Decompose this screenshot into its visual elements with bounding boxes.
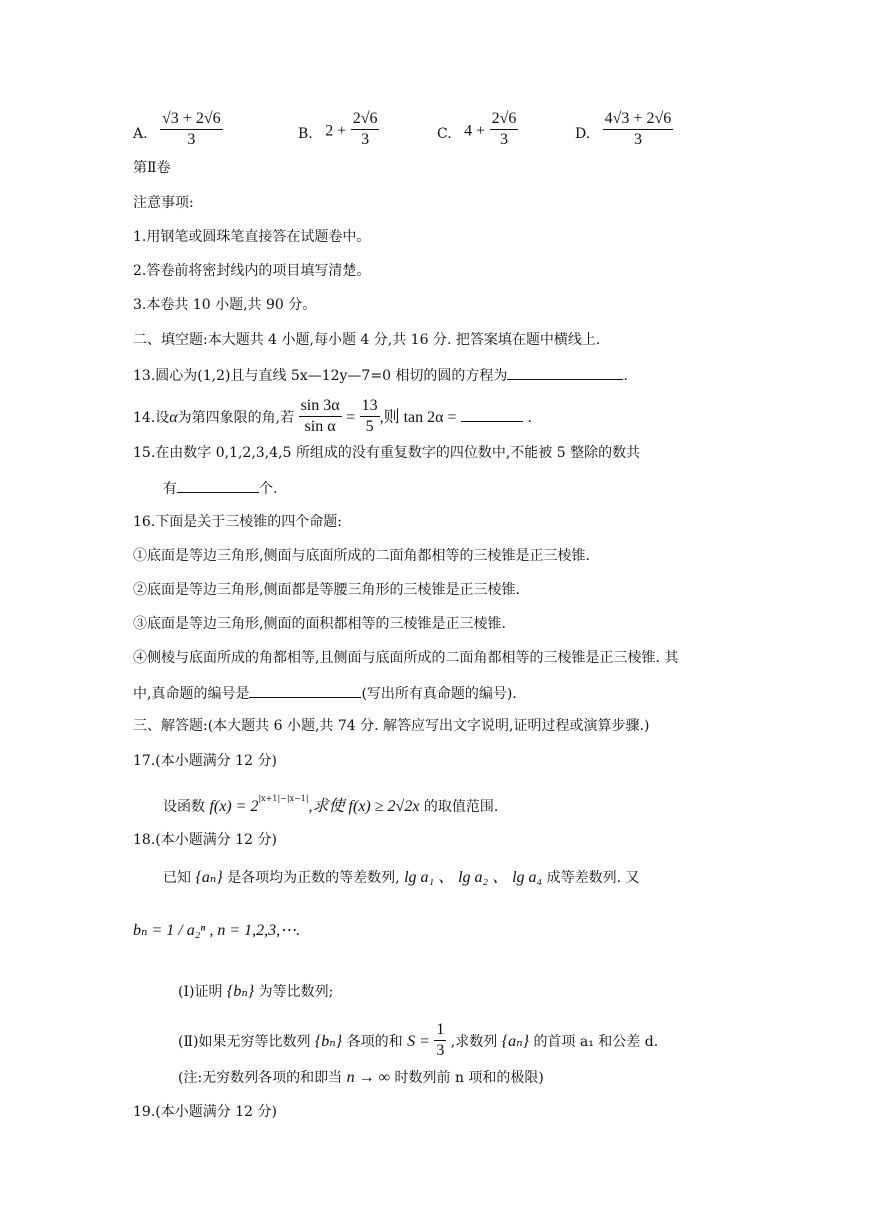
question-text: 中,真命题的编号是 — [133, 686, 250, 702]
question-text: 是各项均为正数的等差数列, — [227, 870, 400, 886]
option-label: D. — [575, 125, 591, 142]
question-end: . — [623, 368, 628, 384]
question-16-tail — [133, 683, 517, 703]
question-text: 已知 — [163, 870, 191, 886]
option-d — [575, 112, 673, 151]
option-label: B. — [298, 125, 313, 142]
math-fraction — [299, 397, 342, 436]
question-text: 个. — [259, 481, 278, 497]
fraction-denominator: 3 — [500, 131, 508, 148]
section-title: 第Ⅱ卷 — [133, 160, 171, 176]
math-exponent: |x+1|−|x−1| — [258, 794, 309, 803]
fraction-denominator: 3 — [436, 1041, 445, 1059]
question-19-title: 19.(本小题满分 12 分) — [133, 1104, 277, 1120]
notice-item: 2.答卷前将密封线内的项目填写清楚。 — [133, 263, 371, 279]
math-fraction — [434, 1021, 446, 1060]
notice-item: 1.用钢笔或圆珠笔直接答在试题卷中。 — [133, 229, 371, 245]
question-18-bn-def — [133, 922, 300, 940]
option-fraction — [160, 110, 223, 149]
question-text: 为第四象限的角,若 — [177, 410, 295, 426]
option-lead: 4 + — [464, 122, 486, 140]
proposition-item: ①底面是等边三角形,侧面与底面所成的二面角都相等的三棱锥是正三棱锥. — [133, 548, 590, 564]
option-lead: 2 + — [325, 122, 347, 140]
question-13 — [133, 365, 628, 385]
question-18-part1 — [178, 983, 333, 1001]
answer-blank[interactable] — [461, 407, 523, 422]
option-label: A. — [133, 125, 148, 142]
question-prefix: 14.设 — [133, 410, 170, 426]
question-text: ,求数列 — [450, 1034, 498, 1050]
option-fraction — [351, 110, 380, 149]
fraction-numerator: sin 3α — [299, 397, 342, 417]
math-logs: lg a₁ 、 lg a₂ 、 lg a₄ — [404, 869, 543, 886]
fraction-numerator: 2√6 — [351, 110, 380, 130]
question-15-line2 — [163, 478, 277, 498]
proposition-item: ②底面是等边三角形,侧面都是等腰三角形的三棱锥是正三棱锥. — [133, 582, 520, 598]
question-18-title: 18.(本小题满分 12 分) — [133, 832, 277, 848]
math-then: ,则 tan 2α = — [379, 409, 457, 426]
question-text: 的取值范围. — [423, 799, 499, 815]
math-sum: S = — [407, 1033, 430, 1050]
question-text: 13.圆心为(1,2)且与直线 5x—12y—7=0 相切的圆的方程为 — [133, 368, 508, 384]
answer-blank[interactable] — [177, 478, 259, 493]
notice-title: 注意事项: — [133, 195, 194, 211]
part3-header: 三、解答题:(本大题共 6 小题,共 74 分. 解答应写出文字说明,证明过程或演算步骤.) — [133, 718, 650, 734]
question-15-line1: 15.在由数字 0,1,2,3,4,5 所组成的没有重复数字的四位数中,不能被 5 整除的数共 — [133, 445, 641, 461]
option-a — [133, 112, 223, 151]
question-text: 时数列前 n 项和的极限) — [394, 1070, 544, 1086]
notice-item: 3.本卷共 10 小题,共 90 分。 — [133, 297, 317, 313]
math-sequence: {bₙ} — [226, 983, 255, 1000]
question-text: (写出所有真命题的编号). — [361, 686, 517, 702]
question-text: 的首项 a₁ 和公差 d. — [533, 1034, 659, 1050]
question-text: 设函数 — [163, 799, 205, 815]
option-fraction — [603, 110, 674, 149]
fraction-denominator: 5 — [365, 417, 374, 435]
question-18-note — [178, 1069, 544, 1087]
math-definition: bₙ = 1 / a₂ⁿ , n = 1,2,3,⋯. — [133, 922, 301, 939]
question-text: (Ⅰ)证明 — [178, 984, 223, 1000]
fraction-denominator: 3 — [187, 131, 196, 148]
math-sequence: {aₙ} — [501, 1033, 529, 1050]
question-16-intro: 16.下面是关于三棱锥的四个命题: — [133, 514, 342, 530]
question-end: . — [527, 410, 532, 426]
question-17-body — [163, 790, 498, 816]
math-limit: n → ∞ — [346, 1069, 391, 1086]
option-c — [437, 112, 518, 151]
option-b — [298, 112, 379, 151]
math-sequence: {bₙ} — [314, 1033, 343, 1050]
answer-blank[interactable] — [249, 683, 361, 698]
option-label: C. — [437, 125, 452, 142]
question-text: 成等差数列. 又 — [546, 870, 640, 886]
question-text: 有 — [163, 481, 177, 497]
question-18-line1 — [163, 869, 639, 887]
question-text: (注:无穷数列各项的和即当 — [178, 1070, 343, 1086]
question-text: 为等比数列; — [258, 984, 334, 1000]
fraction-denominator: 3 — [361, 131, 370, 148]
fraction-denominator: 3 — [633, 131, 642, 148]
question-text: 各项的和 — [346, 1034, 403, 1050]
proposition-item: ④侧棱与底面所成的角都相等,且侧面与底面所成的二面角都相等的三棱锥是正三棱锥. 其 — [133, 650, 679, 666]
math-equals: = — [346, 409, 356, 426]
question-14 — [133, 396, 532, 440]
proposition-item: ③底面是等边三角形,侧面的面积都相等的三棱锥是正三棱锥. — [133, 616, 506, 632]
math-inequality: ,求使 f(x) ≥ 2√2x — [308, 798, 420, 815]
fraction-numerator: 2√6 — [490, 110, 519, 130]
question-text: (Ⅱ)如果无穷等比数列 — [178, 1034, 311, 1050]
fraction-denominator: sin α — [304, 417, 336, 435]
answer-blank[interactable] — [507, 365, 623, 380]
math-sequence: {aₙ} — [195, 869, 223, 886]
math-alpha: α — [169, 409, 178, 426]
option-fraction — [490, 110, 519, 149]
math-fraction — [360, 397, 380, 436]
question-18-part2 — [178, 1020, 658, 1064]
fraction-numerator: 13 — [360, 397, 380, 417]
part2-header: 二、填空题:本大题共 4 小题,每小题 4 分,共 16 分. 把答案填在题中横线上. — [133, 332, 601, 348]
question-17-title: 17.(本小题满分 12 分) — [133, 753, 277, 769]
fraction-numerator: 4√3 + 2√6 — [603, 110, 674, 130]
math-function: f(x) = 2 — [209, 798, 259, 815]
fraction-numerator: 1 — [434, 1021, 446, 1041]
fraction-numerator: √3 + 2√6 — [160, 110, 223, 130]
